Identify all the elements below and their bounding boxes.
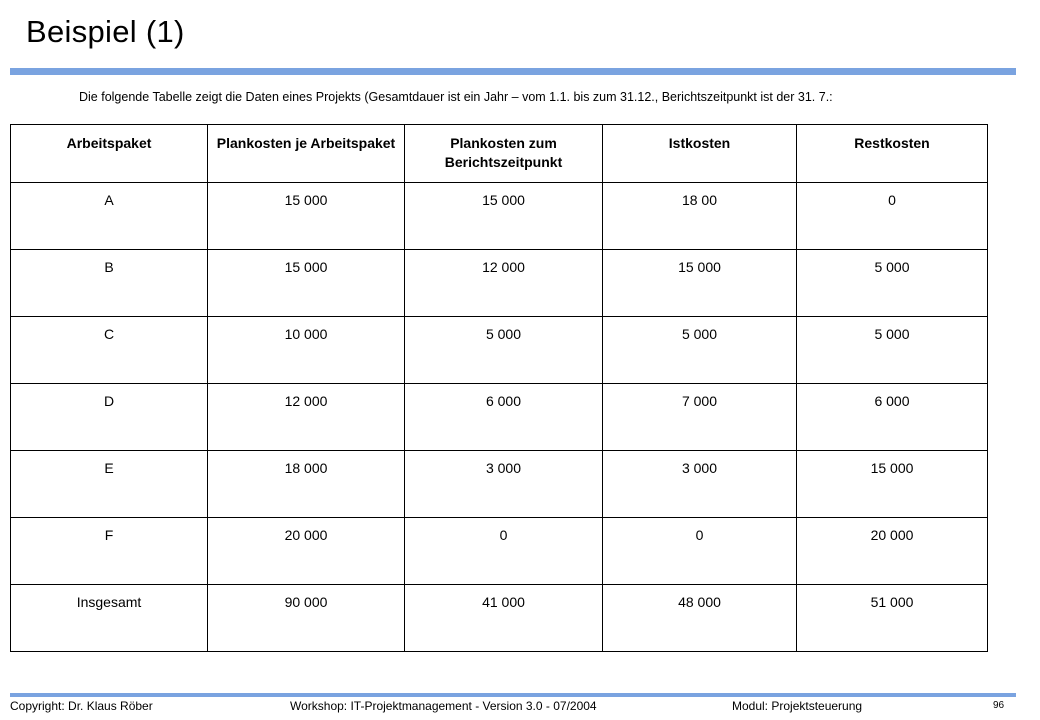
cell-plankosten-zum: 15 000	[405, 183, 603, 250]
cell-plankosten-zum: 41 000	[405, 585, 603, 652]
cell-plankosten-je: 15 000	[208, 183, 405, 250]
cell-plankosten-zum: 5 000	[405, 317, 603, 384]
cell-restkosten: 51 000	[797, 585, 988, 652]
cell-plankosten-zum: 6 000	[405, 384, 603, 451]
footer-workshop: Workshop: IT-Projektmanagement - Version 3.0 - 07/2004	[290, 699, 597, 713]
cell-plankosten-je: 10 000	[208, 317, 405, 384]
cell-restkosten: 0	[797, 183, 988, 250]
table-row	[11, 183, 988, 250]
title-divider	[10, 68, 1016, 75]
footer-copyright: Copyright: Dr. Klaus Röber	[10, 699, 153, 713]
cell-plankosten-zum: 0	[405, 518, 603, 585]
cell-plankosten-je: 18 000	[208, 451, 405, 518]
header-plankosten-zum-berichtszeitpunkt: Plankosten zum Berichtszeitpunkt	[405, 125, 603, 183]
cell-plankosten-je: 90 000	[208, 585, 405, 652]
table-row	[11, 451, 988, 518]
footer-module: Modul: Projektsteuerung	[732, 699, 863, 713]
cell-restkosten: 5 000	[797, 317, 988, 384]
cell-plankosten-je: 15 000	[208, 250, 405, 317]
page-number: 96	[993, 700, 1005, 711]
cell-restkosten: 20 000	[797, 518, 988, 585]
cell-arbeitspaket: B	[11, 250, 208, 317]
header-arbeitspaket: Arbeitspaket	[11, 125, 208, 183]
header-restkosten: Restkosten	[797, 125, 988, 183]
table-row	[11, 317, 988, 384]
cost-table	[10, 124, 988, 652]
cell-arbeitspaket: E	[11, 451, 208, 518]
cell-plankosten-zum: 12 000	[405, 250, 603, 317]
cell-istkosten: 5 000	[603, 317, 797, 384]
cell-istkosten: 15 000	[603, 250, 797, 317]
cell-istkosten: 18 00	[603, 183, 797, 250]
cell-arbeitspaket: D	[11, 384, 208, 451]
cell-arbeitspaket: Insgesamt	[11, 585, 208, 652]
slide-title: Beispiel (1)	[26, 14, 185, 49]
cell-restkosten: 5 000	[797, 250, 988, 317]
header-plankosten-je-arbeitspaket: Plankosten je Arbeitspaket	[208, 125, 405, 183]
cell-plankosten-je: 12 000	[208, 384, 405, 451]
table-row	[11, 518, 988, 585]
table-row	[11, 384, 988, 451]
intro-text: Die folgende Tabelle zeigt die Daten eines Projekts (Gesamtdauer ist ein Jahr – vom 1.1. bis zum 31.12., Berichtszeitpunkt ist der 31. 7.:	[79, 90, 833, 104]
cell-restkosten: 15 000	[797, 451, 988, 518]
table-total-row	[11, 585, 988, 652]
footer-divider	[10, 693, 1016, 697]
cell-istkosten: 7 000	[603, 384, 797, 451]
cell-istkosten: 3 000	[603, 451, 797, 518]
cell-arbeitspaket: A	[11, 183, 208, 250]
table-row	[11, 250, 988, 317]
cell-arbeitspaket: C	[11, 317, 208, 384]
cell-arbeitspaket: F	[11, 518, 208, 585]
cell-plankosten-zum: 3 000	[405, 451, 603, 518]
cell-istkosten: 0	[603, 518, 797, 585]
table-header-row	[11, 125, 988, 183]
cell-istkosten: 48 000	[603, 585, 797, 652]
header-istkosten: Istkosten	[603, 125, 797, 183]
cell-restkosten: 6 000	[797, 384, 988, 451]
cell-plankosten-je: 20 000	[208, 518, 405, 585]
